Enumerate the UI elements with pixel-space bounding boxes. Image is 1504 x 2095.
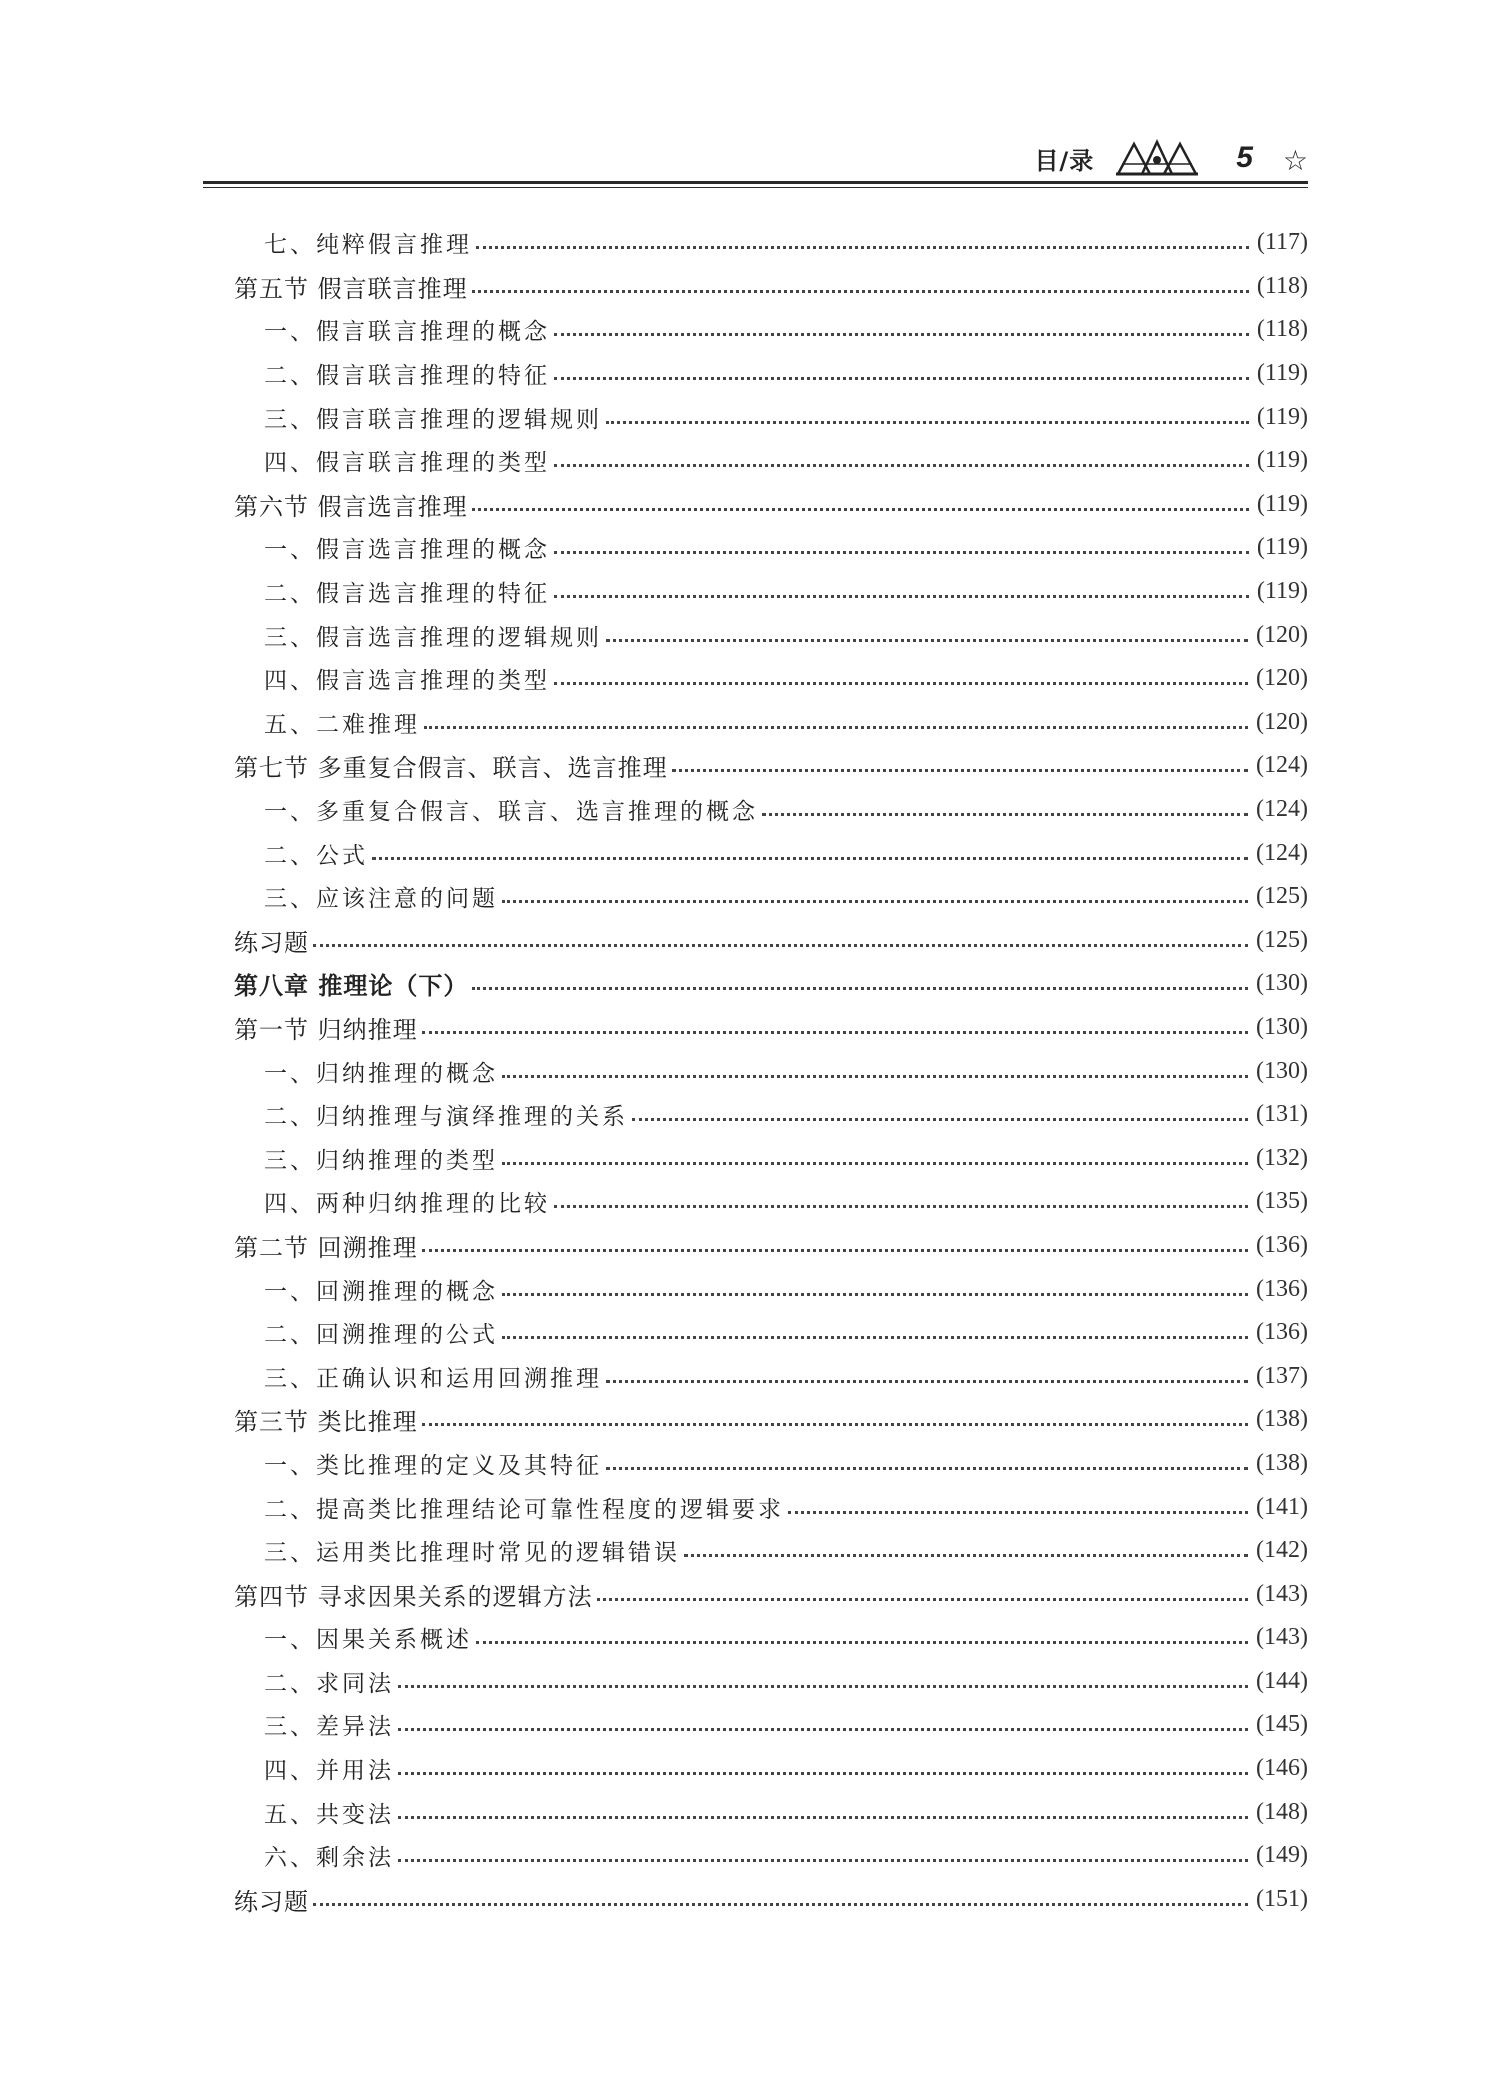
toc-entry[interactable] — [234, 1180, 1308, 1224]
toc-entry-page: (151) — [1256, 1885, 1308, 1912]
toc-entry-page: (144) — [1256, 1667, 1308, 1694]
toc-entry-page: (119) — [1256, 490, 1308, 517]
toc-entry-page: (130) — [1256, 970, 1308, 997]
toc-entry-page: (135) — [1256, 1188, 1308, 1215]
toc-entry-title: 二、公式 — [264, 842, 368, 869]
toc-entry-title: 三、运用类比推理时常见的逻辑错误 — [264, 1540, 680, 1567]
dot-leader — [398, 1772, 1248, 1775]
toc-entry-title: 练习题 — [234, 1887, 309, 1916]
dot-leader — [398, 1859, 1248, 1862]
toc-entry[interactable] — [234, 613, 1308, 657]
toc-entry[interactable] — [234, 570, 1308, 614]
toc-entry-title: 二、假言联言推理的特征 — [264, 363, 550, 390]
toc-entry[interactable] — [234, 1093, 1308, 1137]
toc-entry-title: 一、回溯推理的概念 — [264, 1278, 498, 1305]
dot-leader — [788, 1511, 1248, 1514]
dot-leader — [632, 1118, 1248, 1121]
toc-entry[interactable] — [234, 308, 1308, 352]
dot-leader — [476, 246, 1249, 249]
header-right — [1034, 138, 1308, 178]
toc-entry-title: 四、假言选言推理的类型 — [264, 668, 550, 695]
toc-entry-page: (119) — [1256, 578, 1308, 605]
toc-entry[interactable] — [234, 483, 1308, 527]
toc-entry[interactable] — [234, 1878, 1308, 1922]
toc-entry[interactable] — [234, 788, 1308, 832]
toc-entry-page: (148) — [1256, 1798, 1308, 1825]
toc-entry-page: (130) — [1256, 1057, 1308, 1084]
header-rule-thin — [203, 187, 1308, 188]
toc-entry-page: (118) — [1256, 316, 1308, 343]
dot-leader — [554, 464, 1249, 467]
toc-entry[interactable] — [234, 1136, 1308, 1180]
toc-entry[interactable] — [234, 657, 1308, 701]
dot-leader — [422, 1423, 1248, 1426]
dot-leader — [472, 987, 1248, 990]
toc-entry[interactable] — [234, 1442, 1308, 1486]
toc-entry-title: 三、假言选言推理的逻辑规则 — [264, 624, 602, 651]
dot-leader — [606, 421, 1249, 424]
toc-entry-page: (143) — [1256, 1624, 1308, 1651]
dot-leader — [597, 1598, 1248, 1601]
toc-entry-page: (142) — [1256, 1537, 1308, 1564]
toc-entry-title: 一、因果关系概述 — [264, 1627, 472, 1654]
toc-entry[interactable] — [234, 701, 1308, 745]
toc-entry-page: (136) — [1256, 1231, 1308, 1258]
toc-entry-page: (130) — [1256, 1013, 1308, 1040]
toc-entry-page: (119) — [1256, 447, 1308, 474]
toc-entry[interactable] — [234, 1224, 1308, 1268]
toc-entry[interactable] — [234, 439, 1308, 483]
toc-entry-title: 五、二难推理 — [264, 711, 420, 738]
toc-entry-title: 第四节 寻求因果关系的逻辑方法 — [234, 1582, 593, 1611]
toc-entry[interactable] — [234, 1703, 1308, 1747]
toc-entry-title: 二、假言选言推理的特征 — [264, 581, 550, 608]
dot-leader — [476, 1641, 1248, 1644]
toc-entry-page: (119) — [1256, 534, 1308, 561]
toc-entry-page: (120) — [1256, 665, 1308, 692]
toc-entry-title: 一、假言联言推理的概念 — [264, 319, 550, 346]
dot-leader — [606, 639, 1248, 642]
toc-entry[interactable] — [234, 1311, 1308, 1355]
toc-entry-title: 三、归纳推理的类型 — [264, 1147, 498, 1174]
toc-entry[interactable] — [234, 1834, 1308, 1878]
toc-entry[interactable] — [234, 1660, 1308, 1704]
toc-entry-title: 七、纯粹假言推理 — [264, 232, 472, 259]
table-of-contents — [234, 221, 1308, 1921]
toc-entry-title: 第七节 多重复合假言、联言、选言推理 — [234, 754, 668, 783]
toc-entry[interactable] — [234, 919, 1308, 963]
header-title: 目/录 — [1034, 146, 1095, 175]
toc-entry-title: 一、归纳推理的概念 — [264, 1060, 498, 1087]
dot-leader — [313, 944, 1248, 947]
toc-entry[interactable] — [234, 526, 1308, 570]
toc-entry-title: 第八章 推理论（下） — [234, 972, 469, 1001]
dot-leader — [502, 1336, 1248, 1339]
toc-entry-title: 第一节 归纳推理 — [234, 1015, 418, 1044]
toc-entry-page: (132) — [1256, 1144, 1308, 1171]
scale-icon — [1112, 138, 1202, 178]
toc-entry[interactable] — [234, 221, 1308, 265]
toc-entry-title: 第二节 回溯推理 — [234, 1233, 418, 1262]
toc-entry-page: (118) — [1256, 272, 1308, 299]
toc-entry-page: (136) — [1256, 1319, 1308, 1346]
toc-entry-page: (119) — [1256, 403, 1308, 430]
toc-entry-title: 五、共变法 — [264, 1801, 394, 1828]
dot-leader — [554, 682, 1248, 685]
toc-entry-page: (120) — [1256, 621, 1308, 648]
toc-entry[interactable] — [234, 1485, 1308, 1529]
toc-entry-title: 四、假言联言推理的类型 — [264, 450, 550, 477]
toc-entry-title: 三、正确认识和运用回溯推理 — [264, 1365, 602, 1392]
dot-leader — [554, 377, 1249, 380]
page-number: 5 — [1236, 141, 1253, 174]
toc-entry[interactable] — [234, 352, 1308, 396]
toc-entry[interactable] — [234, 1267, 1308, 1311]
dot-leader — [422, 1031, 1248, 1034]
toc-entry-title: 一、多重复合假言、联言、选言推理的概念 — [264, 799, 758, 826]
toc-entry-page: (138) — [1256, 1449, 1308, 1476]
dot-leader — [684, 1554, 1248, 1557]
toc-entry-page: (143) — [1256, 1580, 1308, 1607]
toc-entry-page: (124) — [1256, 796, 1308, 823]
toc-entry-title: 三、差异法 — [264, 1714, 394, 1741]
dot-leader — [424, 726, 1248, 729]
toc-entry-page: (120) — [1256, 708, 1308, 735]
toc-entry-page: (136) — [1256, 1275, 1308, 1302]
toc-entry-title: 第五节 假言联言推理 — [234, 274, 468, 303]
toc-entry-page: (141) — [1256, 1493, 1308, 1520]
toc-entry-title: 二、求同法 — [264, 1670, 394, 1697]
toc-entry[interactable] — [234, 962, 1308, 1006]
toc-entry-title: 四、并用法 — [264, 1758, 394, 1785]
dot-leader — [762, 813, 1248, 816]
toc-entry[interactable] — [234, 395, 1308, 439]
dot-leader — [398, 1816, 1248, 1819]
dot-leader — [554, 595, 1249, 598]
toc-entry[interactable] — [234, 1049, 1308, 1093]
toc-entry-page: (137) — [1256, 1362, 1308, 1389]
dot-leader — [422, 1249, 1248, 1252]
toc-entry[interactable] — [234, 1616, 1308, 1660]
toc-entry[interactable] — [234, 1747, 1308, 1791]
toc-entry-title: 六、剩余法 — [264, 1845, 394, 1872]
toc-entry-title: 四、两种归纳推理的比较 — [264, 1191, 550, 1218]
toc-entry-page: (117) — [1256, 229, 1308, 256]
toc-entry[interactable] — [234, 1354, 1308, 1398]
toc-entry-page: (125) — [1256, 883, 1308, 910]
toc-entry-title: 练习题 — [234, 928, 309, 957]
dot-leader — [606, 1380, 1248, 1383]
dot-leader — [554, 333, 1249, 336]
star-icon: ☆ — [1282, 144, 1308, 177]
header-rule — [203, 181, 1308, 184]
toc-entry[interactable] — [234, 1529, 1308, 1573]
toc-entry-page: (124) — [1256, 752, 1308, 779]
toc-entry[interactable] — [234, 1006, 1308, 1050]
toc-entry-page: (124) — [1256, 839, 1308, 866]
toc-entry-page: (149) — [1256, 1842, 1308, 1869]
dot-leader — [398, 1685, 1248, 1688]
toc-entry-page: (125) — [1256, 926, 1308, 953]
toc-entry[interactable] — [234, 1572, 1308, 1616]
toc-entry[interactable] — [234, 1398, 1308, 1442]
toc-entry[interactable] — [234, 831, 1308, 875]
dot-leader — [554, 551, 1249, 554]
page-header — [203, 138, 1308, 188]
toc-entry-page: (145) — [1256, 1711, 1308, 1738]
dot-leader — [313, 1903, 1248, 1906]
toc-entry-title: 一、假言选言推理的概念 — [264, 537, 550, 564]
toc-entry-page: (138) — [1256, 1406, 1308, 1433]
toc-entry[interactable] — [234, 265, 1308, 309]
toc-entry-page: (119) — [1256, 360, 1308, 387]
toc-entry-page: (131) — [1256, 1101, 1308, 1128]
toc-entry[interactable] — [234, 744, 1308, 788]
toc-entry-title: 一、类比推理的定义及其特征 — [264, 1452, 602, 1479]
dot-leader — [502, 1293, 1248, 1296]
toc-entry-title: 二、回溯推理的公式 — [264, 1322, 498, 1349]
dot-leader — [502, 1075, 1248, 1078]
dot-leader — [502, 1162, 1248, 1165]
dot-leader — [502, 900, 1248, 903]
toc-entry-page: (146) — [1256, 1755, 1308, 1782]
dot-leader — [672, 769, 1248, 772]
toc-entry-title: 二、提高类比推理结论可靠性程度的逻辑要求 — [264, 1496, 784, 1523]
dot-leader — [398, 1728, 1248, 1731]
toc-entry[interactable] — [234, 1790, 1308, 1834]
toc-entry-title: 三、应该注意的问题 — [264, 886, 498, 913]
toc-entry-title: 第三节 类比推理 — [234, 1408, 418, 1437]
toc-entry-title: 三、假言联言推理的逻辑规则 — [264, 406, 602, 433]
dot-leader — [554, 1205, 1248, 1208]
dot-leader — [372, 857, 1248, 860]
dot-leader — [472, 508, 1249, 511]
toc-entry-title: 二、归纳推理与演绎推理的关系 — [264, 1104, 628, 1131]
toc-entry-title: 第六节 假言选言推理 — [234, 492, 468, 521]
dot-leader — [472, 290, 1249, 293]
toc-entry[interactable] — [234, 875, 1308, 919]
dot-leader — [606, 1467, 1248, 1470]
